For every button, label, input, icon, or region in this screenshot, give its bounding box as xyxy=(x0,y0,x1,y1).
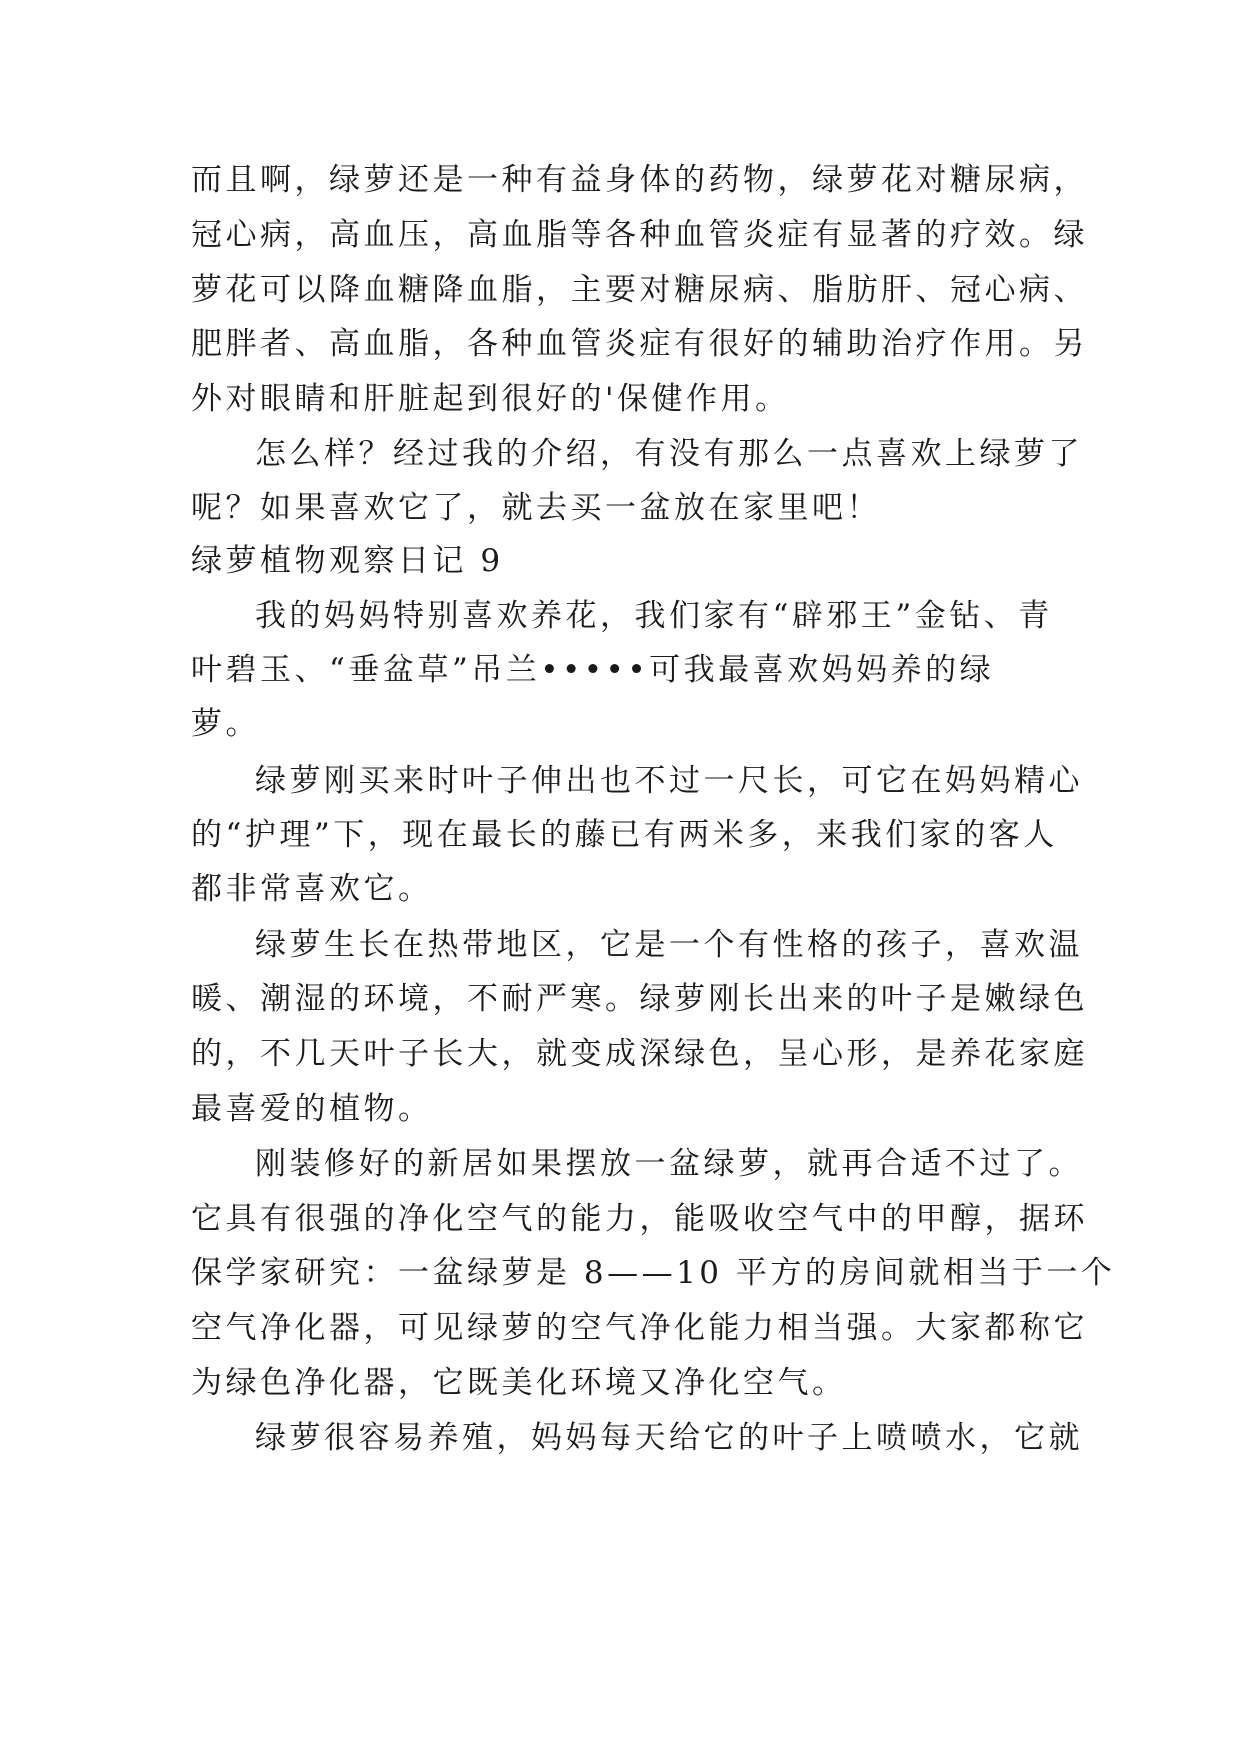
text-line: 呢？如果喜欢它了，就去买一盆放在家里吧！ xyxy=(191,490,881,526)
text-line: 的“护理”下，现在最长的藤已有两米多，来我们家的客人 xyxy=(191,817,1058,853)
text-line: 而且啊，绿萝还是一种有益身体的药物，绿萝花对糖尿病， xyxy=(191,162,1088,198)
text-line: 冠心病，高血压，高血脂等各种血管炎症有显著的疗效。绿 xyxy=(191,217,1088,253)
text-line: 的，不几天叶子长大，就变成深绿色，呈心形，是养花家庭 xyxy=(191,1036,1088,1072)
text-line: 叶碧玉、“垂盆草”吊兰•••••可我最喜欢妈妈养的绿 xyxy=(191,652,995,688)
text-line: 为绿色净化器，它既美化环境又净化空气。 xyxy=(191,1365,847,1401)
text-line: 暖、潮湿的环境，不耐严寒。绿萝刚长出来的叶子是嫩绿色 xyxy=(191,981,1088,1017)
text-line: 萝。 xyxy=(191,706,260,742)
text-line: 外对眼睛和肝脏起到很好的'保健作用。 xyxy=(191,381,790,417)
text-line: 萝花可以降血糖降血脂，主要对糖尿病、脂肪肝、冠心病、 xyxy=(191,272,1088,308)
section-heading: 绿萝植物观察日记 9 xyxy=(191,543,504,579)
text-line: 我的妈妈特别喜欢养花，我们家有“辟邪王”金钻、青 xyxy=(255,598,1053,634)
text-line: 它具有很强的净化空气的能力，能吸收空气中的甲醇，据环 xyxy=(191,1201,1088,1237)
text-line: 绿萝很容易养殖，妈妈每天给它的叶子上喷喷水，它就 xyxy=(255,1420,1083,1456)
text-line: 保学家研究：一盆绿萝是 8——10 平方的房间就相当于一个 xyxy=(191,1255,1116,1291)
text-line: 都非常喜欢它。 xyxy=(191,871,433,907)
text-line: 肥胖者、高血脂，各种血管炎症有很好的辅助治疗作用。另 xyxy=(191,326,1088,362)
text-line: 绿萝生长在热带地区，它是一个有性格的孩子，喜欢温 xyxy=(255,927,1083,963)
text-line: 最喜爱的植物。 xyxy=(191,1091,433,1127)
text-line: 空气净化器，可见绿萝的空气净化能力相当强。大家都称它 xyxy=(191,1310,1088,1346)
text-line: 绿萝刚买来时叶子伸出也不过一尺长，可它在妈妈精心 xyxy=(255,763,1083,799)
text-line: 怎么样？经过我的介绍，有没有那么一点喜欢上绿萝了 xyxy=(255,436,1083,472)
text-line: 刚装修好的新居如果摆放一盆绿萝，就再合适不过了。 xyxy=(255,1146,1083,1182)
